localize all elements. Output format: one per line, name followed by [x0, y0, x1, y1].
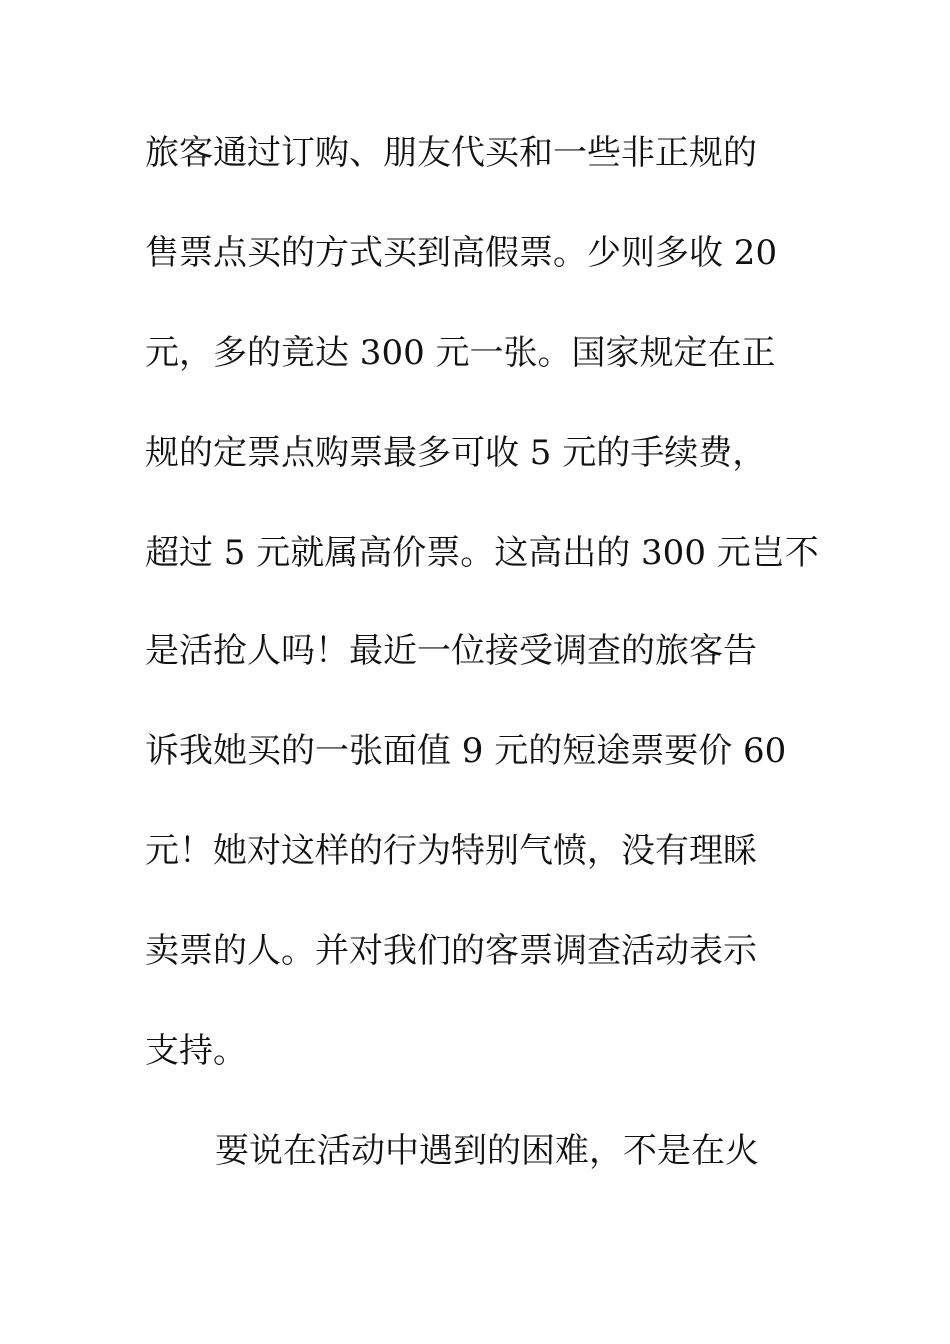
text-line: 售票点买的方式买到高假票。少则多收 20: [145, 233, 778, 273]
text-line: 旅客通过订购、朋友代买和一些非正规的: [145, 133, 757, 173]
text-line: 是活抢人吗！最近一位接受调查的旅客告: [145, 631, 757, 671]
text-line: 超过 5 元就属高价票。这高出的 300 元岂不: [145, 533, 819, 573]
text-line: 元！她对这样的行为特别气愤，没有理睬: [145, 831, 757, 871]
text-line: 支持。: [145, 1031, 247, 1071]
text-line: 元，多的竟达 300 元一张。国家规定在正: [145, 333, 776, 373]
text-line: 卖票的人。并对我们的客票调查活动表示: [145, 931, 757, 971]
paragraph-start-line: 要说在活动中遇到的困难，不是在火: [215, 1131, 759, 1171]
text-line: 规的定票点购票最多可收 5 元的手续费，: [145, 433, 767, 473]
text-line: 诉我她买的一张面值 9 元的短途票要价 60: [145, 731, 787, 771]
